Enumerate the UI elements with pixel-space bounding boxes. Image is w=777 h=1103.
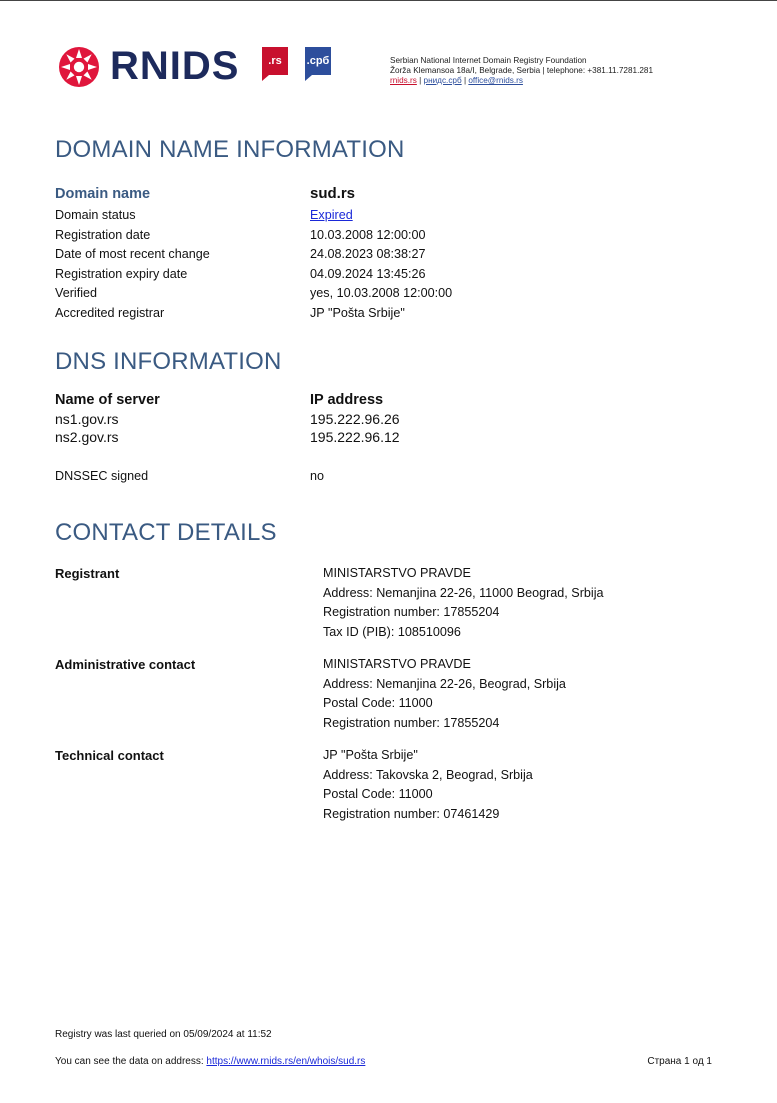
info-label: Date of most recent change [55, 247, 210, 261]
org-address: Žorža Klemansoa 18a/I, Belgrade, Serbia | telephone: +381.11.7281.281 [390, 66, 654, 75]
whois-link[interactable]: https://www.rnids.rs/en/whois/sud.rs [206, 1056, 366, 1067]
contact-line: Postal Code: 11000 [323, 787, 433, 802]
page-number: Страна 1 од 1 [647, 1056, 712, 1067]
contact-line: MINISTARSTVO PRAVDE [323, 566, 471, 580]
technical-contact-details [323, 746, 533, 825]
link-separator: | [416, 76, 424, 85]
link-separator: | [461, 76, 469, 85]
info-value: yes, 10.03.2008 12:00:00 [310, 286, 453, 300]
dns-row [55, 410, 735, 428]
dnssec-label: DNSSEC signed [55, 469, 149, 483]
info-label: Registration expiry date [55, 267, 188, 281]
info-row-status [55, 205, 735, 225]
data-address-prefix: You can see the data on address: [55, 1056, 207, 1067]
data-address-note [55, 1056, 365, 1068]
section-title-domain: DOMAIN NAME INFORMATION [55, 136, 405, 163]
info-row [55, 244, 735, 264]
info-value: JP "Pošta Srbije" [310, 306, 405, 320]
email-link[interactable]: office@rnids.rs [468, 76, 523, 85]
org-name: Serbian National Internet Domain Registry Foundation [390, 56, 587, 65]
dnssec-row [55, 466, 735, 486]
ip-column-header: IP address [310, 392, 384, 408]
info-label: Registration date [55, 228, 151, 242]
info-row [55, 225, 735, 245]
info-label: Verified [55, 286, 98, 300]
administrative-contact-details [323, 655, 566, 734]
contact-line: Registration number: 07461429 [323, 807, 500, 822]
info-label: Domain status [55, 208, 136, 222]
info-row [55, 303, 735, 323]
registrant-label: Registrant [55, 566, 120, 581]
server-ip: 195.222.96.26 [310, 411, 400, 427]
rs-badge: .rs [262, 47, 288, 75]
dnssec-value: no [310, 469, 325, 483]
contact-line: Address: Takovska 2, Beograd, Srbija [323, 767, 533, 782]
info-value: 24.08.2023 08:38:27 [310, 247, 426, 261]
contact-line: Registration number: 17855204 [323, 605, 500, 620]
rnids-link[interactable]: rnids.rs [390, 76, 417, 85]
org-info [390, 56, 653, 86]
org-links [390, 76, 653, 86]
domain-name-label: Domain name [55, 186, 151, 202]
server-name: ns1.gov.rs [55, 411, 119, 427]
domain-status-link[interactable]: Expired [310, 208, 353, 222]
server-column-header: Name of server [55, 392, 160, 408]
domain-name-row [55, 184, 735, 204]
contact-line: MINISTARSTVO PRAVDE [323, 657, 471, 671]
contact-line: Address: Nemanjina 22-26, Beograd, Srbija [323, 676, 566, 691]
section-title-dns: DNS INFORMATION [55, 348, 282, 375]
registrant-details [323, 564, 604, 643]
contact-line: Registration number: 17855204 [323, 716, 500, 731]
srb-badge: .срб [305, 47, 331, 75]
contact-line: Tax ID (PIB): 108510096 [323, 625, 461, 640]
last-queried-note: Registry was last queried on 05/09/2024 at 11:52 [55, 1029, 272, 1040]
top-border [0, 0, 777, 1]
brand-name: RNIDS [110, 44, 240, 88]
info-value: 10.03.2008 12:00:00 [310, 228, 426, 242]
info-label: Accredited registrar [55, 306, 165, 320]
info-row [55, 264, 735, 284]
dns-row [55, 428, 735, 446]
technical-contact-label: Technical contact [55, 748, 164, 763]
rnids-cyrillic-link[interactable]: рнидс.срб [423, 76, 462, 85]
administrative-contact-label: Administrative contact [55, 657, 196, 672]
server-ip: 195.222.96.12 [310, 429, 400, 445]
domain-name-value: sud.rs [310, 185, 356, 202]
contact-line: Postal Code: 11000 [323, 696, 433, 711]
info-value: 04.09.2024 13:45:26 [310, 267, 426, 281]
server-name: ns2.gov.rs [55, 429, 119, 445]
section-title-contacts: CONTACT DETAILS [55, 519, 277, 546]
info-row [55, 283, 735, 303]
contact-line: Address: Nemanjina 22-26, 11000 Beograd, Srbija [323, 585, 604, 600]
dns-table-header [55, 391, 735, 409]
rnids-logo-icon [57, 45, 101, 89]
contact-line: JP "Pošta Srbije" [323, 748, 418, 762]
